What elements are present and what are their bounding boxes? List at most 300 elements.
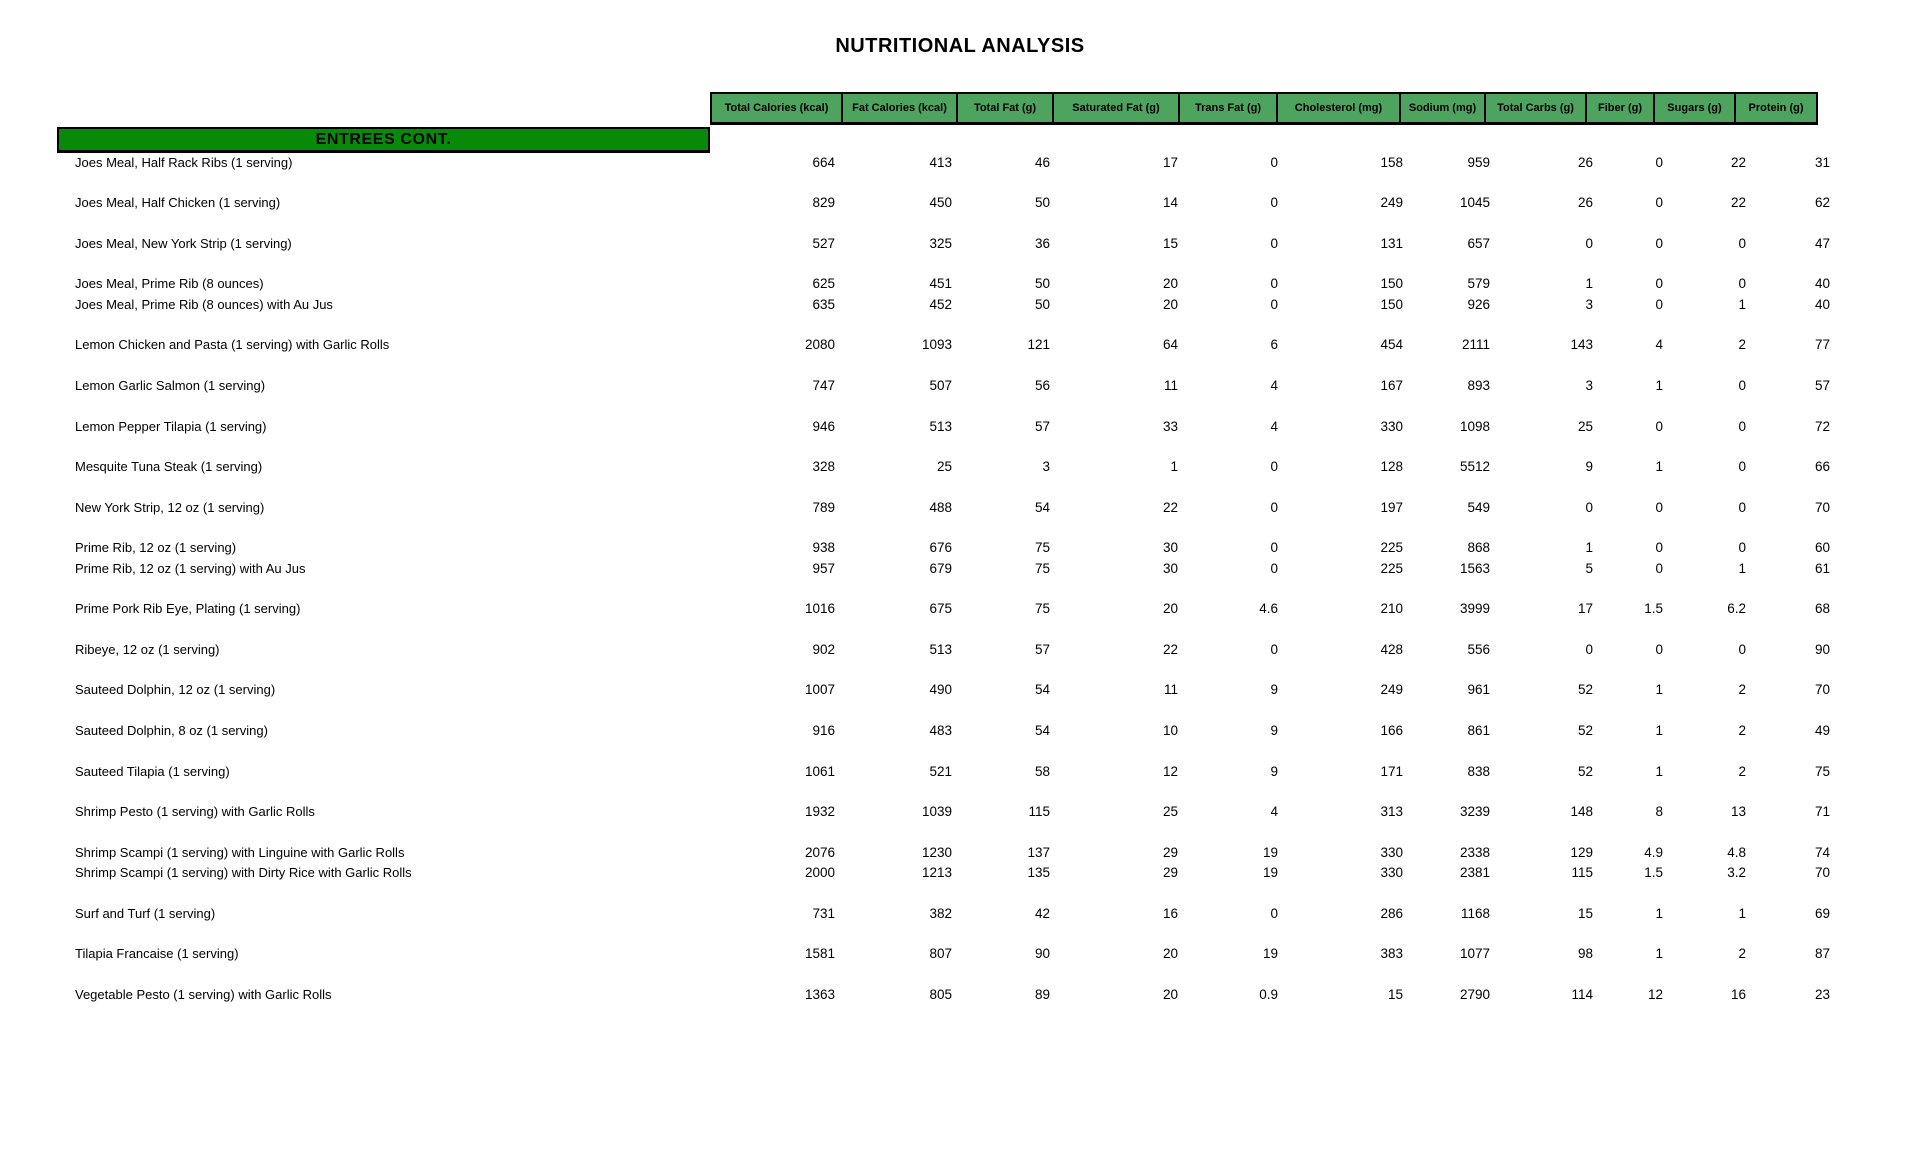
- value-cell: 89: [1034, 986, 1050, 1002]
- value-cell: 20: [1162, 986, 1178, 1002]
- value-cell: 66: [1814, 459, 1830, 475]
- table-row: [57, 538, 1838, 558]
- value-cell: 15: [1162, 235, 1178, 251]
- value-cell: 40: [1814, 296, 1830, 312]
- value-cell: 12: [1162, 763, 1178, 779]
- value-cell: 25: [936, 459, 952, 475]
- table-row: [57, 193, 1838, 213]
- value-cell: 52: [1577, 682, 1593, 698]
- table-row: [57, 903, 1838, 923]
- value-cell: 2381: [1459, 865, 1490, 881]
- value-cell: 4.6: [1259, 601, 1278, 617]
- table-header-row: [710, 92, 1818, 125]
- item-name: Tilapia Francaise (1 serving): [75, 946, 239, 962]
- value-cell: 1: [1585, 540, 1593, 556]
- value-cell: 2: [1738, 682, 1746, 698]
- value-cell: 0: [1270, 276, 1278, 292]
- value-cell: 0: [1738, 418, 1746, 434]
- value-cell: 1: [1655, 763, 1663, 779]
- value-cell: 16: [1730, 986, 1746, 1002]
- item-name: Joes Meal, Half Rack Ribs (1 serving): [75, 154, 293, 170]
- value-cell: 1.5: [1644, 601, 1663, 617]
- value-cell: 3: [1585, 377, 1593, 393]
- value-cell: 57: [1034, 641, 1050, 657]
- value-cell: 938: [812, 540, 835, 556]
- value-cell: 1045: [1459, 195, 1490, 211]
- item-name: Joes Meal, Prime Rib (8 ounces) with Au Jus: [75, 296, 333, 312]
- value-cell: 313: [1380, 804, 1403, 820]
- column-header: Saturated Fat (g): [1052, 92, 1180, 125]
- value-cell: 1363: [804, 986, 835, 1002]
- section-banner-label: ENTREES CONT.: [315, 130, 452, 148]
- value-cell: 2338: [1459, 844, 1490, 860]
- value-cell: 513: [929, 418, 952, 434]
- value-cell: 0: [1655, 560, 1663, 576]
- value-cell: 527: [812, 235, 835, 251]
- value-cell: 1077: [1459, 946, 1490, 962]
- value-cell: 9: [1270, 763, 1278, 779]
- value-cell: 75: [1034, 560, 1050, 576]
- value-cell: 1: [1655, 682, 1663, 698]
- value-cell: 1016: [804, 601, 835, 617]
- value-cell: 330: [1380, 844, 1403, 860]
- value-cell: 128: [1380, 459, 1403, 475]
- value-cell: 3239: [1459, 804, 1490, 820]
- item-name: Shrimp Pesto (1 serving) with Garlic Rolls: [75, 804, 315, 820]
- value-cell: 0: [1655, 154, 1663, 170]
- value-cell: 0: [1738, 641, 1746, 657]
- table-row: [57, 802, 1838, 822]
- value-cell: 926: [1467, 296, 1490, 312]
- value-cell: 167: [1380, 377, 1403, 393]
- value-cell: 56: [1034, 377, 1050, 393]
- value-cell: 25: [1577, 418, 1593, 434]
- value-cell: 383: [1380, 946, 1403, 962]
- column-header: Sugars (g): [1653, 92, 1736, 125]
- item-name: Shrimp Scampi (1 serving) with Linguine with Garlic Rolls: [75, 844, 405, 860]
- value-cell: 1: [1655, 722, 1663, 738]
- column-header: Fat Calories (kcal): [841, 92, 958, 125]
- value-cell: 54: [1034, 499, 1050, 515]
- section-banner: [57, 127, 710, 153]
- value-cell: 29: [1162, 844, 1178, 860]
- value-cell: 57: [1814, 377, 1830, 393]
- value-cell: 20: [1162, 946, 1178, 962]
- value-cell: 9: [1270, 722, 1278, 738]
- value-cell: 5: [1585, 560, 1593, 576]
- value-cell: 90: [1034, 946, 1050, 962]
- value-cell: 54: [1034, 722, 1050, 738]
- value-cell: 805: [929, 986, 952, 1002]
- table-row: [57, 294, 1838, 314]
- value-cell: 3999: [1459, 601, 1490, 617]
- value-cell: 40: [1814, 276, 1830, 292]
- page-title: NUTRITIONAL ANALYSIS: [835, 35, 1085, 57]
- value-cell: 957: [812, 560, 835, 576]
- table-row: [57, 599, 1838, 619]
- value-cell: 488: [929, 499, 952, 515]
- value-cell: 521: [929, 763, 952, 779]
- value-cell: 330: [1380, 418, 1403, 434]
- column-header: Total Calories (kcal): [710, 92, 843, 125]
- value-cell: 249: [1380, 195, 1403, 211]
- value-cell: 0: [1270, 154, 1278, 170]
- value-cell: 42: [1034, 905, 1050, 921]
- value-cell: 50: [1034, 296, 1050, 312]
- value-cell: 625: [812, 276, 835, 292]
- column-header: Sodium (mg): [1399, 92, 1486, 125]
- value-cell: 0: [1738, 276, 1746, 292]
- value-cell: 29: [1162, 865, 1178, 881]
- item-name: Lemon Chicken and Pasta (1 serving) with Garlic Rolls: [75, 337, 390, 353]
- value-cell: 413: [929, 154, 952, 170]
- value-cell: 664: [812, 154, 835, 170]
- value-cell: 61: [1814, 560, 1830, 576]
- value-cell: 1168: [1460, 905, 1490, 921]
- value-cell: 210: [1380, 601, 1403, 617]
- value-cell: 635: [812, 296, 835, 312]
- value-cell: 158: [1380, 154, 1403, 170]
- value-cell: 0: [1585, 641, 1593, 657]
- value-cell: 22: [1730, 195, 1746, 211]
- value-cell: 946: [812, 418, 835, 434]
- value-cell: 556: [1467, 641, 1490, 657]
- value-cell: 36: [1034, 235, 1050, 251]
- value-cell: 150: [1380, 276, 1403, 292]
- value-cell: 17: [1577, 601, 1593, 617]
- value-cell: 0: [1738, 540, 1746, 556]
- value-cell: 249: [1380, 682, 1403, 698]
- value-cell: 50: [1034, 195, 1050, 211]
- value-cell: 807: [929, 946, 952, 962]
- value-cell: 8: [1655, 804, 1663, 820]
- value-cell: 19: [1262, 865, 1278, 881]
- value-cell: 225: [1380, 540, 1403, 556]
- table-row: [57, 497, 1838, 517]
- value-cell: 135: [1027, 865, 1050, 881]
- value-cell: 26: [1577, 195, 1593, 211]
- value-cell: 1932: [804, 804, 835, 820]
- table-row: [57, 680, 1838, 700]
- value-cell: 3.2: [1727, 865, 1746, 881]
- column-header: Fiber (g): [1585, 92, 1655, 125]
- value-cell: 87: [1814, 946, 1830, 962]
- value-cell: 0: [1655, 195, 1663, 211]
- table-row: [57, 984, 1838, 1004]
- value-cell: 46: [1034, 154, 1050, 170]
- value-cell: 30: [1162, 560, 1178, 576]
- value-cell: 20: [1162, 276, 1178, 292]
- value-cell: 64: [1162, 337, 1178, 353]
- value-cell: 549: [1467, 499, 1490, 515]
- value-cell: 2: [1738, 722, 1746, 738]
- value-cell: 4: [1270, 418, 1278, 434]
- item-name: Ribeye, 12 oz (1 serving): [75, 641, 220, 657]
- value-cell: 20: [1162, 296, 1178, 312]
- value-cell: 0: [1270, 296, 1278, 312]
- value-cell: 22: [1162, 641, 1178, 657]
- value-cell: 0: [1655, 540, 1663, 556]
- column-header: Protein (g): [1734, 92, 1818, 125]
- value-cell: 225: [1380, 560, 1403, 576]
- value-cell: 1563: [1459, 560, 1490, 576]
- value-cell: 9: [1585, 459, 1593, 475]
- value-cell: 6: [1270, 337, 1278, 353]
- value-cell: 1: [1585, 276, 1593, 292]
- value-cell: 0: [1270, 459, 1278, 475]
- value-cell: 10: [1162, 722, 1178, 738]
- table-row: [57, 274, 1838, 294]
- value-cell: 0: [1585, 499, 1593, 515]
- value-cell: 52: [1577, 722, 1593, 738]
- value-cell: 166: [1380, 722, 1403, 738]
- value-cell: 657: [1467, 235, 1490, 251]
- value-cell: 325: [929, 235, 952, 251]
- item-name: Prime Rib, 12 oz (1 serving) with Au Jus: [75, 560, 306, 576]
- value-cell: 1: [1655, 459, 1663, 475]
- value-cell: 0: [1655, 276, 1663, 292]
- value-cell: 451: [929, 276, 952, 292]
- value-cell: 9: [1270, 682, 1278, 698]
- value-cell: 838: [1467, 763, 1490, 779]
- value-cell: 17: [1162, 154, 1178, 170]
- value-cell: 2076: [804, 844, 835, 860]
- value-cell: 454: [1380, 337, 1403, 353]
- table-row: [57, 456, 1838, 476]
- value-cell: 71: [1814, 804, 1830, 820]
- value-cell: 2: [1738, 946, 1746, 962]
- table-row: [57, 862, 1838, 882]
- value-cell: 49: [1814, 722, 1830, 738]
- column-header: Total Fat (g): [956, 92, 1054, 125]
- table-row: [57, 152, 1838, 172]
- value-cell: 70: [1814, 682, 1830, 698]
- value-cell: 0: [1585, 235, 1593, 251]
- value-cell: 1: [1170, 459, 1178, 475]
- value-cell: 0: [1270, 235, 1278, 251]
- value-cell: 747: [812, 377, 835, 393]
- value-cell: 513: [929, 641, 952, 657]
- value-cell: 22: [1162, 499, 1178, 515]
- item-name: Prime Rib, 12 oz (1 serving): [75, 540, 237, 556]
- table-row: [57, 639, 1838, 659]
- value-cell: 0: [1738, 459, 1746, 475]
- value-cell: 75: [1034, 601, 1050, 617]
- value-cell: 47: [1814, 235, 1830, 251]
- value-cell: 675: [929, 601, 952, 617]
- value-cell: 11: [1163, 377, 1178, 393]
- table-row: [57, 558, 1838, 578]
- value-cell: 902: [812, 641, 835, 657]
- item-name: Surf and Turf (1 serving): [75, 905, 216, 921]
- item-name: Lemon Pepper Tilapia (1 serving): [75, 418, 267, 434]
- value-cell: 98: [1577, 946, 1593, 962]
- value-cell: 25: [1162, 804, 1178, 820]
- value-cell: 5512: [1459, 459, 1490, 475]
- item-name: Mesquite Tuna Steak (1 serving): [75, 459, 263, 475]
- value-cell: 54: [1034, 682, 1050, 698]
- value-cell: 114: [1571, 986, 1593, 1002]
- item-name: Sauteed Tilapia (1 serving): [75, 763, 230, 779]
- value-cell: 23: [1814, 986, 1830, 1002]
- item-name: Sauteed Dolphin, 12 oz (1 serving): [75, 682, 276, 698]
- value-cell: 52: [1577, 763, 1593, 779]
- value-cell: 31: [1814, 154, 1830, 170]
- value-cell: 15: [1387, 986, 1403, 1002]
- value-cell: 2111: [1461, 337, 1490, 353]
- value-cell: 0: [1270, 499, 1278, 515]
- value-cell: 4: [1655, 337, 1663, 353]
- value-cell: 11: [1163, 682, 1178, 698]
- value-cell: 0: [1738, 235, 1746, 251]
- value-cell: 143: [1570, 337, 1593, 353]
- value-cell: 115: [1028, 804, 1050, 820]
- value-cell: 69: [1814, 905, 1830, 921]
- item-name: Lemon Garlic Salmon (1 serving): [75, 377, 266, 393]
- column-header: Trans Fat (g): [1178, 92, 1278, 125]
- value-cell: 16: [1162, 905, 1178, 921]
- value-cell: 137: [1027, 844, 1050, 860]
- value-cell: 2: [1738, 337, 1746, 353]
- value-cell: 1.5: [1644, 865, 1663, 881]
- value-cell: 13: [1730, 804, 1746, 820]
- value-cell: 893: [1467, 377, 1490, 393]
- value-cell: 1007: [804, 682, 835, 698]
- value-cell: 50: [1034, 276, 1050, 292]
- value-cell: 33: [1162, 418, 1178, 434]
- value-cell: 0: [1738, 377, 1746, 393]
- value-cell: 579: [1467, 276, 1490, 292]
- value-cell: 2000: [804, 865, 835, 881]
- value-cell: 115: [1571, 865, 1593, 881]
- value-cell: 916: [812, 722, 835, 738]
- item-name: Prime Pork Rib Eye, Plating (1 serving): [75, 601, 301, 617]
- value-cell: 20: [1162, 601, 1178, 617]
- value-cell: 4: [1270, 377, 1278, 393]
- table-body: [57, 152, 1838, 1004]
- value-cell: 14: [1162, 195, 1178, 211]
- value-cell: 1: [1655, 377, 1663, 393]
- value-cell: 2790: [1459, 986, 1490, 1002]
- table-row: [57, 335, 1838, 355]
- value-cell: 428: [1380, 641, 1403, 657]
- value-cell: 2: [1738, 763, 1746, 779]
- value-cell: 4: [1270, 804, 1278, 820]
- table-row: [57, 720, 1838, 740]
- value-cell: 171: [1380, 763, 1403, 779]
- value-cell: 70: [1814, 499, 1830, 515]
- value-cell: 6.2: [1727, 601, 1746, 617]
- value-cell: 679: [929, 560, 952, 576]
- value-cell: 961: [1467, 682, 1490, 698]
- value-cell: 1: [1655, 946, 1663, 962]
- value-cell: 789: [812, 499, 835, 515]
- value-cell: 62: [1814, 195, 1830, 211]
- value-cell: 4.9: [1644, 844, 1663, 860]
- value-cell: 829: [812, 195, 835, 211]
- value-cell: 1230: [921, 844, 952, 860]
- value-cell: 0: [1655, 235, 1663, 251]
- value-cell: 90: [1814, 641, 1830, 657]
- value-cell: 1: [1738, 560, 1746, 576]
- value-cell: 0: [1655, 499, 1663, 515]
- value-cell: 1061: [804, 763, 835, 779]
- value-cell: 22: [1730, 154, 1746, 170]
- value-cell: 75: [1034, 540, 1050, 556]
- value-cell: 30: [1162, 540, 1178, 556]
- value-cell: 382: [929, 905, 952, 921]
- value-cell: 0: [1270, 560, 1278, 576]
- value-cell: 77: [1814, 337, 1830, 353]
- item-name: Joes Meal, New York Strip (1 serving): [75, 235, 292, 251]
- table-row: [57, 761, 1838, 781]
- item-name: Joes Meal, Prime Rib (8 ounces): [75, 276, 264, 292]
- value-cell: 131: [1380, 235, 1403, 251]
- value-cell: 60: [1814, 540, 1830, 556]
- value-cell: 4.8: [1727, 844, 1746, 860]
- value-cell: 330: [1380, 865, 1403, 881]
- value-cell: 121: [1027, 337, 1050, 353]
- value-cell: 26: [1577, 154, 1593, 170]
- value-cell: 19: [1262, 946, 1278, 962]
- item-name: Shrimp Scampi (1 serving) with Dirty Rice with Garlic Rolls: [75, 865, 412, 881]
- value-cell: 490: [929, 682, 952, 698]
- value-cell: 15: [1577, 905, 1593, 921]
- value-cell: 450: [929, 195, 952, 211]
- value-cell: 0: [1270, 641, 1278, 657]
- value-cell: 74: [1814, 844, 1830, 860]
- value-cell: 1213: [921, 865, 952, 881]
- item-name: Vegetable Pesto (1 serving) with Garlic Rolls: [75, 986, 332, 1002]
- value-cell: 1039: [921, 804, 952, 820]
- table-row: [57, 416, 1838, 436]
- value-cell: 286: [1380, 905, 1403, 921]
- value-cell: 328: [812, 459, 835, 475]
- value-cell: 731: [812, 905, 835, 921]
- value-cell: 197: [1380, 499, 1403, 515]
- value-cell: 1093: [921, 337, 952, 353]
- value-cell: 0: [1655, 296, 1663, 312]
- value-cell: 19: [1262, 844, 1278, 860]
- value-cell: 68: [1814, 601, 1830, 617]
- value-cell: 1581: [804, 946, 835, 962]
- value-cell: 868: [1467, 540, 1490, 556]
- value-cell: 861: [1467, 722, 1490, 738]
- value-cell: 75: [1814, 763, 1830, 779]
- table-row: [57, 233, 1838, 253]
- value-cell: 150: [1380, 296, 1403, 312]
- value-cell: 0: [1655, 418, 1663, 434]
- value-cell: 12: [1647, 986, 1663, 1002]
- value-cell: 452: [929, 296, 952, 312]
- column-header: Total Carbs (g): [1484, 92, 1587, 125]
- column-header: Cholesterol (mg): [1276, 92, 1401, 125]
- item-name: New York Strip, 12 oz (1 serving): [75, 499, 265, 515]
- value-cell: 3: [1042, 459, 1050, 475]
- item-name: Joes Meal, Half Chicken (1 serving): [75, 195, 281, 211]
- value-cell: 129: [1570, 844, 1593, 860]
- item-name: Sauteed Dolphin, 8 oz (1 serving): [75, 722, 268, 738]
- value-cell: 0: [1738, 499, 1746, 515]
- value-cell: 0.9: [1259, 986, 1278, 1002]
- value-cell: 1098: [1459, 418, 1490, 434]
- value-cell: 0: [1270, 540, 1278, 556]
- value-cell: 1: [1655, 905, 1663, 921]
- value-cell: 57: [1034, 418, 1050, 434]
- value-cell: 483: [929, 722, 952, 738]
- value-cell: 0: [1270, 195, 1278, 211]
- value-cell: 0: [1655, 641, 1663, 657]
